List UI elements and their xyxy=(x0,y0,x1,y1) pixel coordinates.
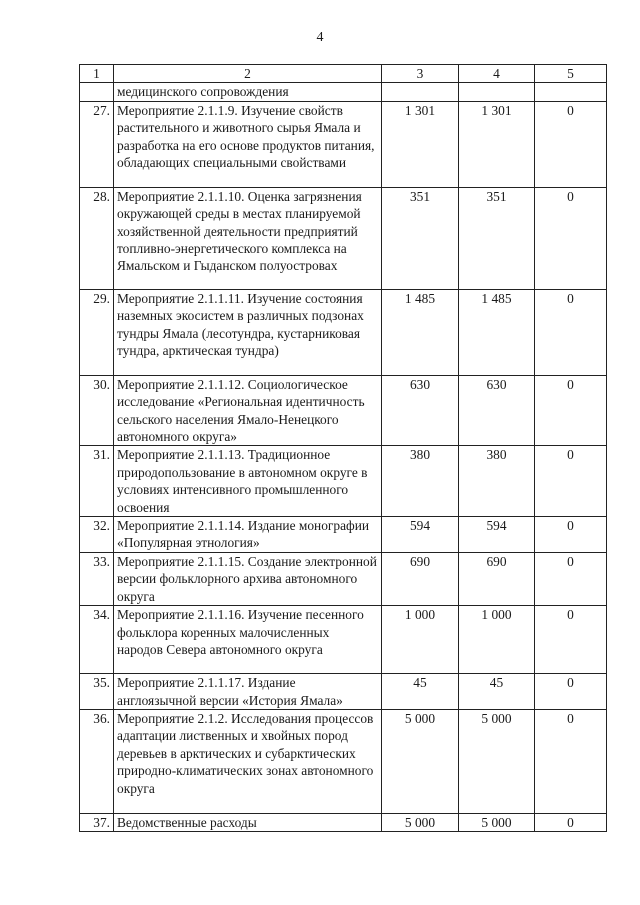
header-cell-1: 1 xyxy=(80,65,114,83)
row-value-col3: 351 xyxy=(382,187,459,289)
table-row xyxy=(80,552,607,605)
row-value-col4: 690 xyxy=(459,552,535,605)
row-value-col4: 5 000 xyxy=(459,813,535,831)
row-value-col4: 594 xyxy=(459,517,535,553)
row-value-col3: 1 485 xyxy=(382,289,459,375)
continuation-text: медицинского сопровождения xyxy=(114,83,382,101)
table-row xyxy=(80,709,607,813)
row-description: Мероприятие 2.1.1.9. Изучение свойств растительного и животного сырья Ямала и разработка на его основе продуктов питания, обладающих специальными свойствами xyxy=(114,101,382,187)
row-description: Ведомственные расходы xyxy=(114,813,382,831)
header-cell-4: 4 xyxy=(459,65,535,83)
row-number: 28. xyxy=(80,187,114,289)
row-description: Мероприятие 2.1.1.10. Оценка загрязнения окружающей среды в местах планируемой хозяйственной деятельности предприятий топливно-энергетического комплекса на Ямальском и Гыданском полуостровах xyxy=(114,187,382,289)
continuation-row xyxy=(80,83,607,101)
row-value-col4: 1 000 xyxy=(459,606,535,674)
table-row xyxy=(80,101,607,187)
continuation-num-cell xyxy=(80,83,114,101)
continuation-cell-3 xyxy=(382,83,459,101)
row-value-col5: 0 xyxy=(535,606,607,674)
row-description: Мероприятие 2.1.1.14. Издание монографии «Популярная этнология» xyxy=(114,517,382,553)
row-value-col3: 630 xyxy=(382,375,459,446)
row-value-col3: 5 000 xyxy=(382,709,459,813)
table-row xyxy=(80,813,607,831)
row-description: Мероприятие 2.1.2. Исследования процессов адаптации лиственных и хвойных пород деревьев в арктических и субарктических природно-климатических зонах автономного округа xyxy=(114,709,382,813)
row-value-col5: 0 xyxy=(535,289,607,375)
row-description: Мероприятие 2.1.1.12. Социологическое исследование «Региональная идентичность сельского населения Ямало-Ненецкого автономного округа» xyxy=(114,375,382,446)
row-value-col5: 0 xyxy=(535,709,607,813)
row-value-col3: 594 xyxy=(382,517,459,553)
row-number: 30. xyxy=(80,375,114,446)
header-cell-3: 3 xyxy=(382,65,459,83)
row-number: 32. xyxy=(80,517,114,553)
row-number: 36. xyxy=(80,709,114,813)
table-row xyxy=(80,517,607,553)
row-description: Мероприятие 2.1.1.15. Создание электронной версии фольклорного архива автономного округа xyxy=(114,552,382,605)
header-cell-2: 2 xyxy=(114,65,382,83)
table-row xyxy=(80,187,607,289)
row-value-col5: 0 xyxy=(535,813,607,831)
header-cell-5: 5 xyxy=(535,65,607,83)
row-number: 31. xyxy=(80,446,114,517)
continuation-cell-4 xyxy=(459,83,535,101)
page-number: 4 xyxy=(316,30,324,45)
table-row xyxy=(80,606,607,674)
row-value-col3: 1 301 xyxy=(382,101,459,187)
row-number: 34. xyxy=(80,606,114,674)
row-value-col3: 380 xyxy=(382,446,459,517)
table-row xyxy=(80,446,607,517)
table-body xyxy=(80,65,607,832)
row-value-col3: 690 xyxy=(382,552,459,605)
row-value-col3: 5 000 xyxy=(382,813,459,831)
row-value-col3: 45 xyxy=(382,674,459,710)
header-row xyxy=(80,65,607,83)
row-description: Мероприятие 2.1.1.17. Издание англоязычной версии «История Ямала» xyxy=(114,674,382,710)
row-number: 27. xyxy=(80,101,114,187)
row-number: 33. xyxy=(80,552,114,605)
row-description: Мероприятие 2.1.1.13. Традиционное природопользование в автономном округе в условиях интенсивного промышленного освоения xyxy=(114,446,382,517)
row-value-col5: 0 xyxy=(535,517,607,553)
row-value-col5: 0 xyxy=(535,674,607,710)
table-row xyxy=(80,375,607,446)
row-value-col4: 1 301 xyxy=(459,101,535,187)
row-value-col5: 0 xyxy=(535,187,607,289)
row-value-col4: 630 xyxy=(459,375,535,446)
table-row xyxy=(80,674,607,710)
row-value-col5: 0 xyxy=(535,101,607,187)
row-number: 35. xyxy=(80,674,114,710)
row-description: Мероприятие 2.1.1.16. Изучение песенного фольклора коренных малочисленных народов Севера автономного округа xyxy=(114,606,382,674)
row-value-col5: 0 xyxy=(535,375,607,446)
continuation-cell-5 xyxy=(535,83,607,101)
row-value-col4: 1 485 xyxy=(459,289,535,375)
row-value-col4: 351 xyxy=(459,187,535,289)
table-row xyxy=(80,289,607,375)
row-value-col3: 1 000 xyxy=(382,606,459,674)
budget-table xyxy=(79,64,607,832)
row-value-col4: 5 000 xyxy=(459,709,535,813)
row-description: Мероприятие 2.1.1.11. Изучение состояния наземных экосистем в различных подзонах тундры Ямала (лесотундра, кустарниковая тундра, арктическая тундра) xyxy=(114,289,382,375)
row-value-col4: 380 xyxy=(459,446,535,517)
row-value-col4: 45 xyxy=(459,674,535,710)
row-number: 29. xyxy=(80,289,114,375)
row-number: 37. xyxy=(80,813,114,831)
row-value-col5: 0 xyxy=(535,446,607,517)
row-value-col5: 0 xyxy=(535,552,607,605)
